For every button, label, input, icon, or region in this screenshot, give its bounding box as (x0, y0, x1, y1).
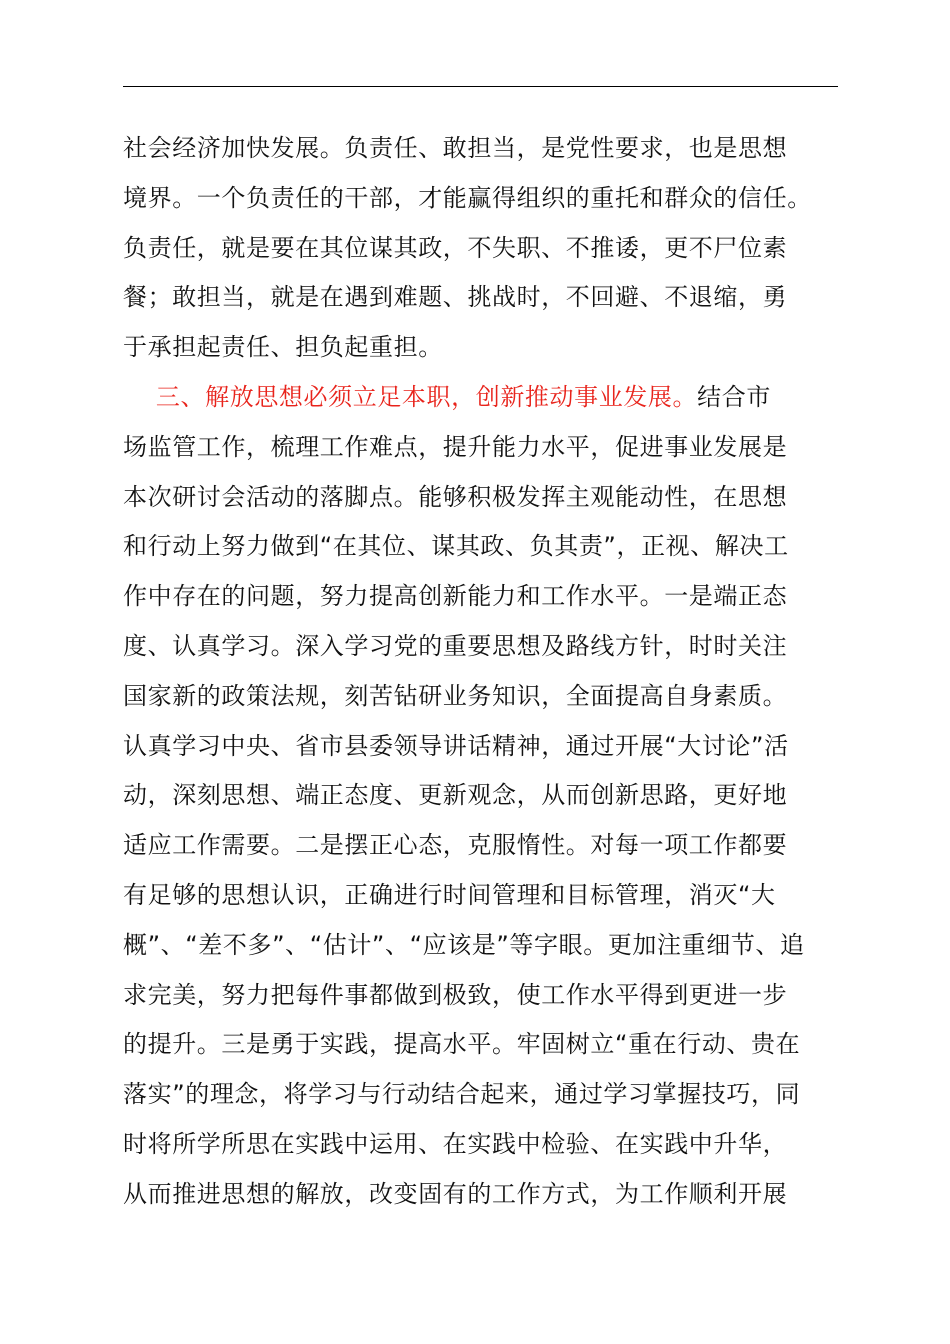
text-line: 和行动上努力做到“在其位、谋其政、负其责”，正视、解决工 (123, 532, 789, 561)
text-line: 场监管工作，梳理工作难点，提升能力水平，促进事业发展是 (123, 432, 788, 461)
text-line: 餐；敢担当，就是在遇到难题、挑战时，不回避、不退缩，勇 (123, 283, 788, 312)
section-heading-line: 三、解放思想必须立足本职，创新推动事业发展。结合市 (155, 382, 771, 411)
text-line: 适应工作需要。二是摆正心态，克服惰性。对每一项工作都要 (123, 831, 788, 860)
text-line: 动，深刻思想、端正态度、更新观念，从而创新思路，更好地 (123, 781, 788, 810)
text-line: 的提升。三是勇于实践，提高水平。牢固树立“重在行动、贵在 (123, 1030, 801, 1059)
text-line: 负责任，就是要在其位谋其政，不失职、不推诿，更不尸位素 (123, 233, 788, 262)
section-heading: 三、解放思想必须立足本职，创新推动事业发展。 (155, 382, 698, 411)
text-line: 境界。一个负责任的干部，才能赢得组织的重托和群众的信任。 (123, 183, 812, 212)
header-rule (123, 86, 838, 87)
text-line: 概”、“差不多”、“估计”、“应该是”等字眼。更加注重细节、追 (123, 930, 805, 959)
text-line: 求完美，努力把每件事都做到极致，使工作水平得到更进一步 (123, 980, 788, 1009)
text-line: 于承担起责任、担负起重担。 (123, 333, 443, 362)
text-line: 从而推进思想的解放，改变固有的工作方式，为工作顺利开展 (123, 1179, 788, 1208)
text-line: 国家新的政策法规，刻苦钻研业务知识，全面提高自身素质。 (123, 681, 788, 710)
text-line: 有足够的思想认识，正确进行时间管理和目标管理，消灭“大 (123, 880, 776, 909)
text-line: 本次研讨会活动的落脚点。能够积极发挥主观能动性，在思想 (123, 482, 788, 511)
text-line: 时将所学所思在实践中运用、在实践中检验、在实践中升华， (123, 1129, 788, 1158)
text-line: 落实”的理念，将学习与行动结合起来，通过学习掌握技巧，同 (123, 1080, 801, 1109)
text-line: 作中存在的问题，努力提高创新能力和工作水平。一是端正态 (123, 582, 788, 611)
text-line: 度、认真学习。深入学习党的重要思想及路线方针，时时关注 (123, 631, 788, 660)
text-line: 社会经济加快发展。负责任、敢担当，是党性要求，也是思想 (123, 134, 788, 162)
text-line: 认真学习中央、省市县委领导讲话精神，通过开展“大讨论”活 (123, 731, 789, 760)
document-body (123, 124, 853, 1220)
